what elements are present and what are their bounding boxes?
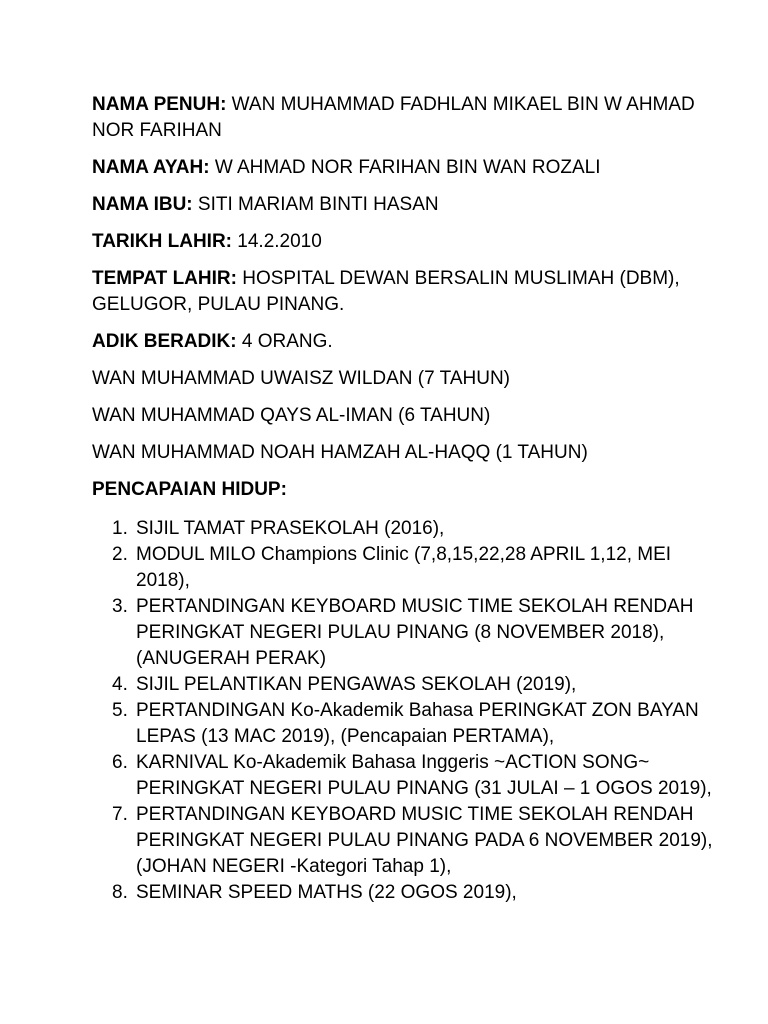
- achievement-item: [92, 516, 728, 542]
- field-full-name: [92, 92, 728, 144]
- achievement-text: PERTANDINGAN Ko-Akademik Bahasa PERINGKAT ZON BAYAN LEPAS (13 MAC 2019), (Pencapaian PERTAMA),: [136, 700, 699, 747]
- achievement-text: MODUL MILO Champions Clinic (7,8,15,22,28 APRIL 1,12, MEI 2018),: [136, 544, 672, 591]
- field-value: 14.2.2010: [232, 231, 322, 252]
- achievement-text: SIJIL PELANTIKAN PENGAWAS SEKOLAH (2019),: [136, 674, 577, 695]
- achievement-number: 6.: [112, 752, 128, 773]
- field-father-name: [92, 155, 728, 181]
- achievement-item: [92, 698, 728, 750]
- achievement-item: [92, 750, 728, 802]
- achievement-text: PERTANDINGAN KEYBOARD MUSIC TIME SEKOLAH RENDAH PERINGKAT NEGERI PULAU PINANG PADA 6 NOVEMBER 2019), (JOHAN NEGERI -Kategori Tahap 1),: [136, 804, 713, 877]
- sibling-item: WAN MUHAMMAD UWAISZ WILDAN (7 TAHUN): [92, 368, 510, 389]
- achievement-item: [92, 594, 728, 672]
- achievement-item: [92, 802, 728, 880]
- field-value: WAN MUHAMMAD FADHLAN MIKAEL BIN W AHMAD NOR FARIHAN: [92, 94, 695, 141]
- achievement-number: 4.: [112, 674, 128, 695]
- achievement-number: 8.: [112, 882, 128, 903]
- field-value: W AHMAD NOR FARIHAN BIN WAN ROZALI: [209, 157, 601, 178]
- achievements-list: [92, 516, 728, 906]
- field-birth-date: [92, 229, 728, 255]
- sibling-item: WAN MUHAMMAD NOAH HAMZAH AL-HAQQ (1 TAHUN): [92, 442, 588, 463]
- field-value: SITI MARIAM BINTI HASAN: [192, 194, 439, 215]
- achievement-item: [92, 880, 728, 906]
- field-mother-name: [92, 192, 728, 218]
- achievement-text: SIJIL TAMAT PRASEKOLAH (2016),: [136, 518, 445, 539]
- field-label: NAMA PENUH:: [92, 94, 227, 115]
- field-label: NAMA AYAH:: [92, 157, 210, 178]
- achievement-text: KARNIVAL Ko-Akademik Bahasa Inggeris ~ACTION SONG~ PERINGKAT NEGERI PULAU PINANG (31 JULAI – 1 OGOS 2019),: [136, 752, 712, 799]
- field-label: ADIK BERADIK:: [92, 331, 237, 352]
- achievements-heading: PENCAPAIAN HIDUP:: [92, 479, 287, 500]
- field-label: NAMA IBU:: [92, 194, 193, 215]
- field-label: TARIKH LAHIR:: [92, 231, 233, 252]
- field-value: HOSPITAL DEWAN BERSALIN MUSLIMAH (DBM), GELUGOR, PULAU PINANG.: [92, 268, 680, 315]
- achievement-number: 5.: [112, 700, 128, 721]
- achievement-text: PERTANDINGAN KEYBOARD MUSIC TIME SEKOLAH RENDAH PERINGKAT NEGERI PULAU PINANG (8 NOVEMBER 2018), (ANUGERAH PERAK): [136, 596, 694, 669]
- achievement-number: 7.: [112, 804, 128, 825]
- field-label: TEMPAT LAHIR:: [92, 268, 237, 289]
- achievement-number: 2.: [112, 544, 128, 565]
- field-birth-place: [92, 266, 728, 318]
- achievement-text: SEMINAR SPEED MATHS (22 OGOS 2019),: [136, 882, 517, 903]
- achievement-item: [92, 542, 728, 594]
- achievement-number: 3.: [112, 596, 128, 617]
- achievement-item: [92, 672, 728, 698]
- field-siblings-count: [92, 329, 728, 355]
- sibling-item: WAN MUHAMMAD QAYS AL-IMAN (6 TAHUN): [92, 405, 491, 426]
- field-value: 4 ORANG.: [236, 331, 333, 352]
- achievement-number: 1.: [112, 518, 128, 539]
